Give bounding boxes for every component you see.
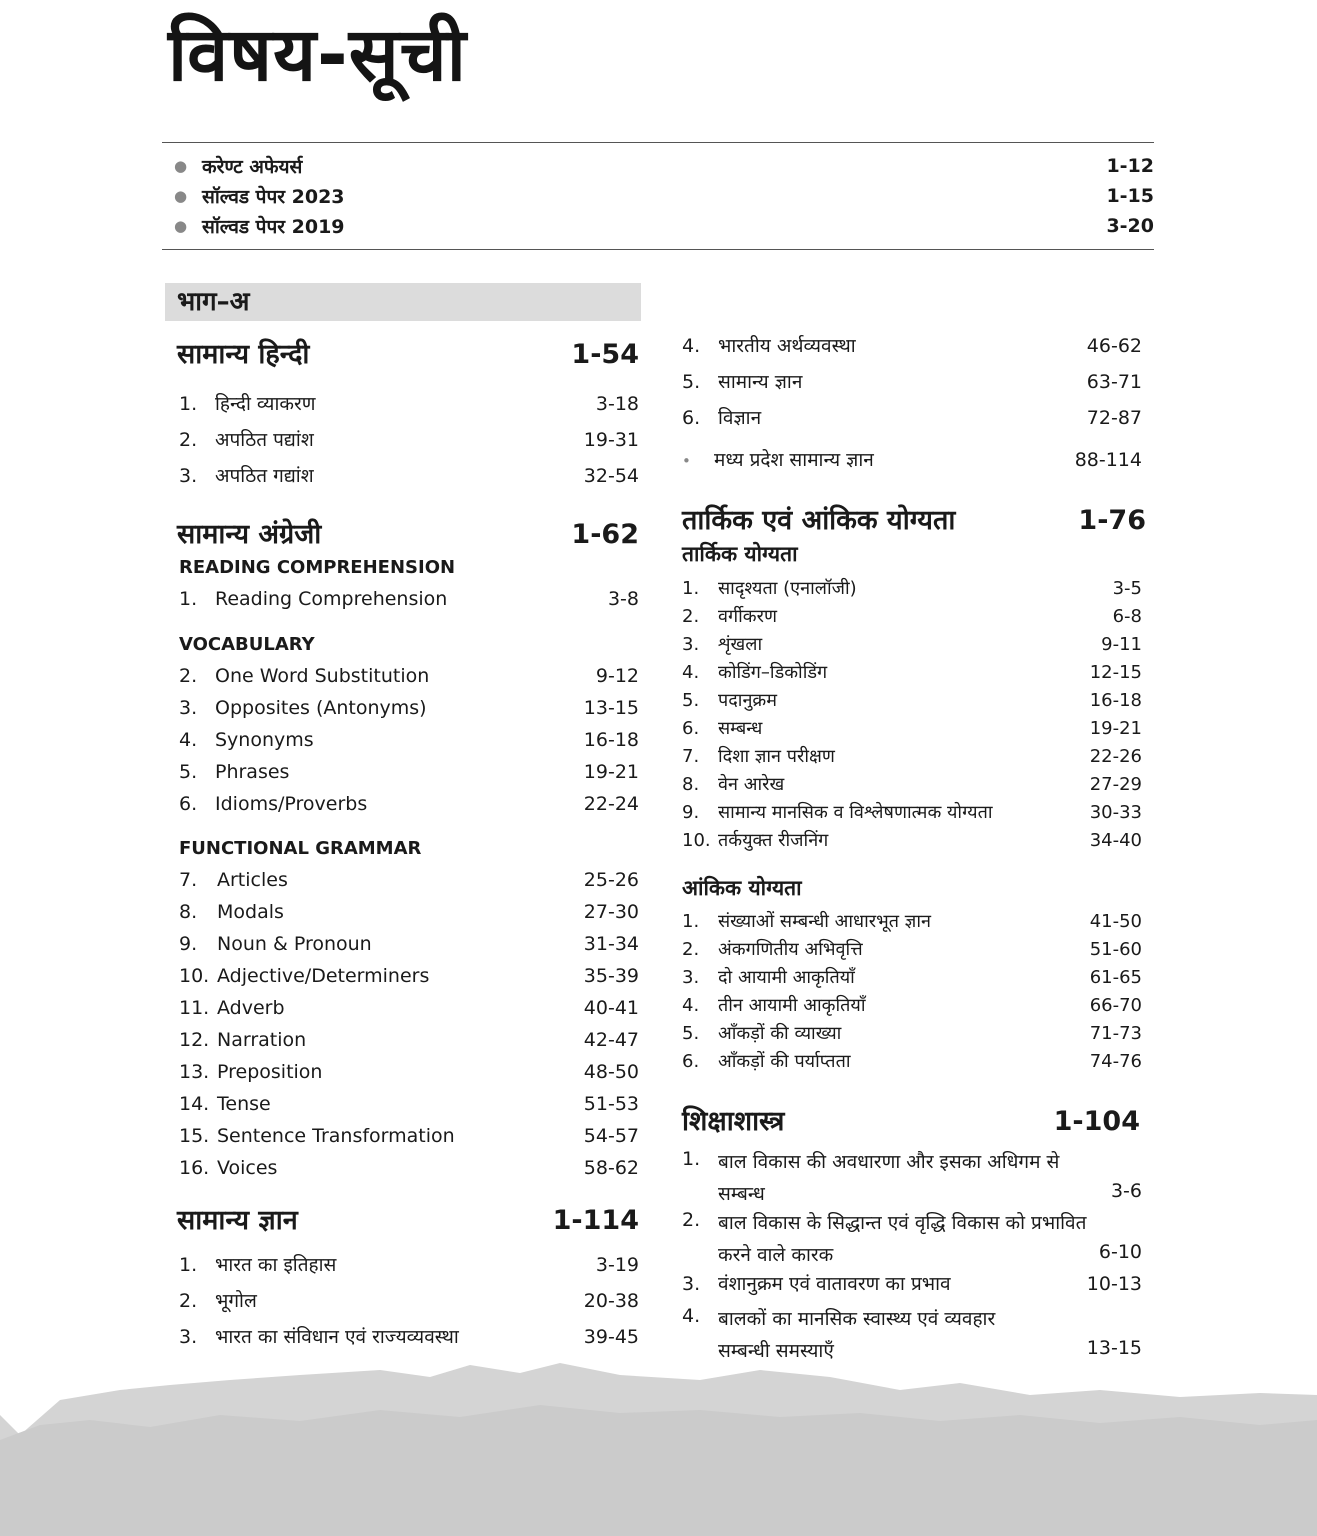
part-label: भाग–अ — [165, 283, 641, 321]
list-item[interactable]: 8. Modals 27-30 — [179, 901, 639, 923]
section-heading-reasoning[interactable]: तार्किक एवं आंकिक योग्यता 1-76 — [682, 505, 1146, 536]
list-item[interactable]: 7. Articles 25-26 — [179, 869, 639, 891]
list-item[interactable]: 10. Adjective/Determiners 35-39 — [179, 965, 639, 987]
list-item[interactable]: 2. भूगोल 20-38 — [179, 1290, 639, 1312]
list-item[interactable]: 4. तीन आयामी आकृतियाँ 66-70 — [682, 995, 1142, 1016]
list-item[interactable]: 13. Preposition 48-50 — [179, 1061, 639, 1083]
list-item[interactable]: 1. संख्याओं सम्बन्धी आधारभूत ज्ञान 41-50 — [682, 911, 1142, 932]
list-item[interactable]: ● सॉल्वड पेपर 2019 3-20 — [174, 215, 1154, 238]
subheading: आंकिक योग्यता — [682, 876, 802, 900]
subheading: READING COMPREHENSION — [179, 557, 456, 578]
list-item[interactable]: 2. अंकगणितीय अभिवृत्ति 51-60 — [682, 939, 1142, 960]
list-item[interactable]: 12. Narration 42-47 — [179, 1029, 639, 1051]
list-item[interactable]: 8. वेन आरेख 27-29 — [682, 774, 1142, 795]
list-item[interactable]: 6. आँकड़ों की पर्याप्तता 74-76 — [682, 1051, 1142, 1072]
list-item[interactable]: 7. दिशा ज्ञान परीक्षण 22-26 — [682, 746, 1142, 767]
list-item[interactable]: 4. Synonyms 16-18 — [179, 729, 639, 751]
list-item[interactable]: 6. विज्ञान 72-87 — [682, 407, 1142, 429]
list-item[interactable]: 5. आँकड़ों की व्याख्या 71-73 — [682, 1023, 1142, 1044]
list-item[interactable]: ● सॉल्वड पेपर 2023 1-15 — [174, 185, 1154, 208]
list-item[interactable]: 4. कोडिंग–डिकोडिंग 12-15 — [682, 662, 1142, 683]
list-item[interactable]: 5. पदानुक्रम 16-18 — [682, 690, 1142, 711]
list-item[interactable]: 14. Tense 51-53 — [179, 1093, 639, 1115]
list-item[interactable]: 5. Phrases 19-21 — [179, 761, 639, 783]
list-item[interactable]: 10. तर्कयुक्त रीजनिंग 34-40 — [682, 830, 1142, 851]
page-title: विषय-सूची — [168, 12, 467, 98]
list-item[interactable]: 3. अपठित गद्यांश 32-54 — [179, 465, 639, 487]
list-item[interactable]: 1. भारत का इतिहास 3-19 — [179, 1254, 639, 1276]
list-item[interactable]: 3. वंशानुक्रम एवं वातावरण का प्रभाव 10-13 — [682, 1273, 1142, 1295]
list-item[interactable]: 1. Reading Comprehension 3-8 — [179, 588, 639, 610]
list-item[interactable]: • मध्य प्रदेश सामान्य ज्ञान 88-114 — [682, 449, 1142, 471]
bullet-icon: ● — [174, 157, 188, 175]
list-item[interactable]: 1. सादृश्यता (एनालॉजी) 3-5 — [682, 578, 1142, 599]
section-heading-english[interactable]: सामान्य अंग्रेजी 1-62 — [177, 519, 639, 550]
mountain-decoration — [0, 1355, 1317, 1536]
subheading: तार्किक योग्यता — [682, 542, 798, 566]
subheading: FUNCTIONAL GRAMMAR — [179, 838, 422, 859]
list-item[interactable]: 2. One Word Substitution 9-12 — [179, 665, 639, 687]
list-item[interactable]: 15. Sentence Transformation 54-57 — [179, 1125, 639, 1147]
list-item[interactable]: 3. Opposites (Antonyms) 13-15 — [179, 697, 639, 719]
list-item[interactable]: ● करेण्ट अफेयर्स 1-12 — [174, 155, 1154, 178]
list-item[interactable]: 5. सामान्य ज्ञान 63-71 — [682, 371, 1142, 393]
section-heading-gk[interactable]: सामान्य ज्ञान 1-114 — [177, 1205, 639, 1236]
list-item[interactable]: 6. Idioms/Proverbs 22-24 — [179, 793, 639, 815]
list-item[interactable]: 2. वर्गीकरण 6-8 — [682, 606, 1142, 627]
list-item[interactable]: 9. सामान्य मानसिक व विश्लेषणात्मक योग्यता 30-33 — [682, 802, 1142, 823]
list-item[interactable]: 11. Adverb 40-41 — [179, 997, 639, 1019]
list-item[interactable]: 4. भारतीय अर्थव्यवस्था 46-62 — [682, 335, 1142, 357]
subheading: VOCABULARY — [179, 634, 315, 655]
list-item[interactable]: 9. Noun & Pronoun 31-34 — [179, 933, 639, 955]
list-item[interactable]: 4. बालकों का मानसिक स्वास्थ्य एवं व्यवहार सम्बन्धी समस्याएँ 13-15 — [682, 1305, 1142, 1362]
list-item[interactable]: 6. सम्बन्ध 19-21 — [682, 718, 1142, 739]
top-contents-box — [162, 142, 1154, 250]
list-item[interactable]: 3. दो आयामी आकृतियाँ 61-65 — [682, 967, 1142, 988]
section-heading-pedagogy[interactable]: शिक्षाशास्त्र 1-104 — [682, 1106, 1140, 1137]
list-item[interactable]: 3. भारत का संविधान एवं राज्यव्यवस्था 39-45 — [179, 1326, 639, 1348]
bullet-icon: ● — [174, 187, 188, 205]
list-item[interactable]: 3. शृंखला 9-11 — [682, 634, 1142, 655]
list-item[interactable]: 2. अपठित पद्यांश 19-31 — [179, 429, 639, 451]
bullet-icon: • — [682, 452, 691, 470]
list-item[interactable]: 1. बाल विकास की अवधारणा और इसका अधिगम से सम्बन्ध 3-6 — [682, 1148, 1142, 1205]
bullet-icon: ● — [174, 217, 188, 235]
list-item[interactable]: 16. Voices 58-62 — [179, 1157, 639, 1179]
list-item[interactable]: 2. बाल विकास के सिद्धान्त एवं वृद्धि विकास को प्रभावित करने वाले कारक 6-10 — [682, 1209, 1142, 1266]
section-heading-hindi[interactable]: सामान्य हिन्दी 1-54 — [177, 339, 639, 370]
list-item[interactable]: 1. हिन्दी व्याकरण 3-18 — [179, 393, 639, 415]
